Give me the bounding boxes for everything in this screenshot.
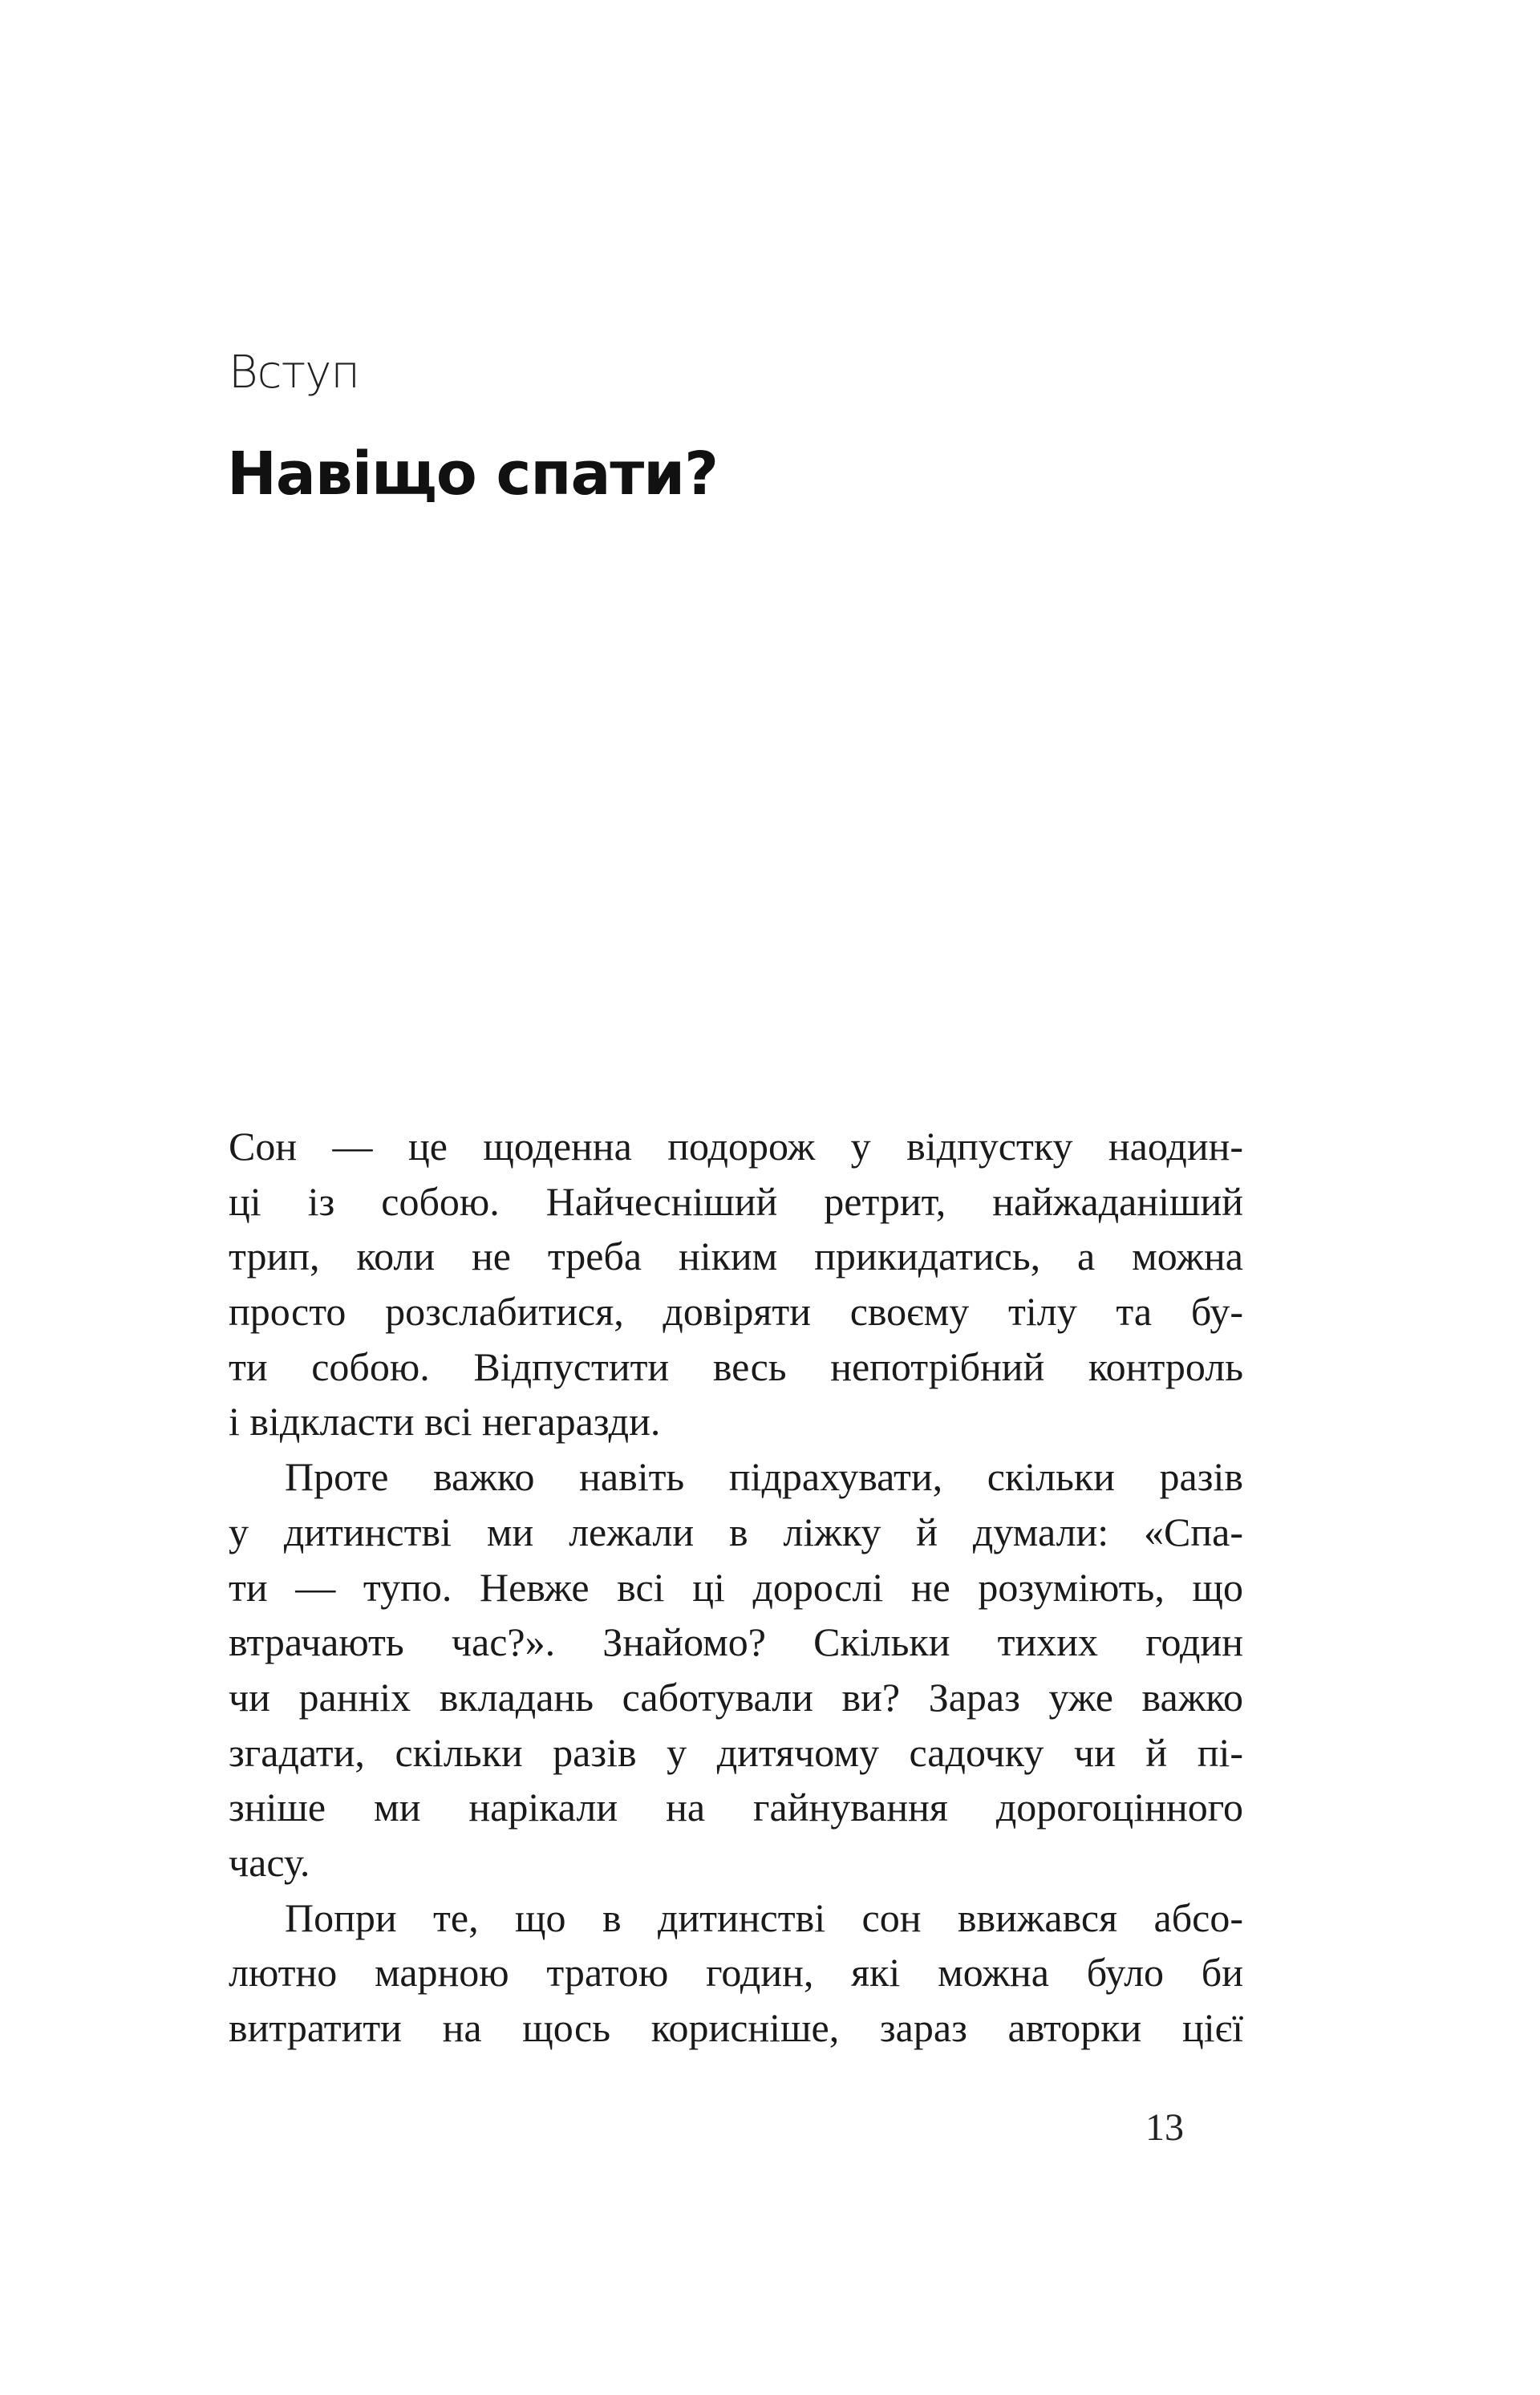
text-line: лютно марною тратою годин, які можна було би bbox=[229, 1950, 1243, 1996]
chapter-title: Навіщо спати? bbox=[227, 440, 719, 509]
text-line: Сон — це щоденна подорож у відпустку наодин- bbox=[229, 1124, 1243, 1169]
text-line: Проте важко навіть підрахувати, скільки разів bbox=[285, 1454, 1243, 1500]
chapter-kicker: Вступ bbox=[229, 346, 359, 399]
text-line: зніше ми нарікали на гайнування дорогоцінного bbox=[229, 1785, 1243, 1830]
text-line: трип, коли не треба ніким прикидатись, а можна bbox=[229, 1234, 1243, 1279]
body-text bbox=[229, 1119, 1243, 2056]
text-line: часу. bbox=[229, 1839, 310, 1885]
text-line: ти собою. Відпустити весь непотрібний контроль bbox=[229, 1343, 1243, 1389]
text-line: витратити на щось корисніше, зараз авторки цієї bbox=[229, 2005, 1243, 2050]
text-line: чи ранніх вкладань саботували ви? Зараз уже важко bbox=[229, 1674, 1243, 1720]
text-line: Попри те, що в дитинстві сон ввижався абсо- bbox=[285, 1895, 1243, 1940]
text-line: ці із собою. Найчесніший ретрит, найжаданіший bbox=[229, 1178, 1243, 1224]
text-line: і відкласти всі негаразди. bbox=[229, 1399, 661, 1445]
text-line: ти — тупо. Невже всі ці дорослі не розуміють, що bbox=[229, 1564, 1243, 1610]
text-line: просто розслабитися, довіряти своєму тілу та бу- bbox=[229, 1289, 1243, 1335]
text-line: у дитинстві ми лежали в ліжку й думали: «Спа- bbox=[229, 1509, 1243, 1554]
page-number: 13 bbox=[1145, 2106, 1184, 2149]
text-line: згадати, скільки разів у дитячому садочку чи й пі- bbox=[229, 1729, 1243, 1775]
text-line: втрачають час?». Знайомо? Скільки тихих годин bbox=[229, 1619, 1243, 1665]
